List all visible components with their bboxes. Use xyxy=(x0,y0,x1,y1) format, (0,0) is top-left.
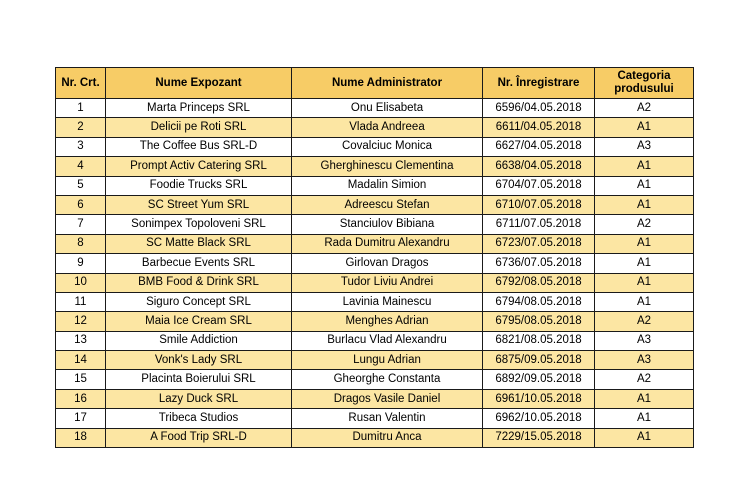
cell-nr-crt: 17 xyxy=(56,409,106,428)
cell-nume-administrator: Rusan Valentin xyxy=(292,409,483,428)
table-row xyxy=(56,389,694,408)
cell-nume-expozant: Tribeca Studios xyxy=(106,409,292,428)
table-row xyxy=(56,370,694,389)
cell-nume-expozant: SC Matte Black SRL xyxy=(106,234,292,253)
cell-nume-administrator: Madalin Simion xyxy=(292,176,483,195)
cell-nr-inregistrare: 6792/08.05.2018 xyxy=(483,273,595,292)
cell-nume-expozant: Maia Ice Cream SRL xyxy=(106,312,292,331)
cell-nr-inregistrare: 6821/08.05.2018 xyxy=(483,331,595,350)
cell-nr-inregistrare: 7229/15.05.2018 xyxy=(483,428,595,447)
cell-categoria: A1 xyxy=(595,176,694,195)
cell-nr-crt: 15 xyxy=(56,370,106,389)
cell-categoria: A2 xyxy=(595,312,694,331)
cell-nr-crt: 14 xyxy=(56,351,106,370)
cell-categoria: A3 xyxy=(595,351,694,370)
cell-nume-expozant: Marta Princeps SRL xyxy=(106,99,292,118)
cell-nume-administrator: Vlada Andreea xyxy=(292,118,483,137)
cell-categoria: A1 xyxy=(595,273,694,292)
cell-nr-inregistrare: 6627/04.05.2018 xyxy=(483,137,595,156)
exhibitors-table xyxy=(55,67,694,448)
cell-categoria: A1 xyxy=(595,234,694,253)
cell-nume-administrator: Gheorghe Constanta xyxy=(292,370,483,389)
cell-nume-administrator: Onu Elisabeta xyxy=(292,99,483,118)
cell-nume-expozant: Delicii pe Roti SRL xyxy=(106,118,292,137)
cell-nume-expozant: Vonk's Lady SRL xyxy=(106,351,292,370)
cell-nr-crt: 1 xyxy=(56,99,106,118)
cell-nume-expozant: Sonimpex Topoloveni SRL xyxy=(106,215,292,234)
header-nume-administrator: Nume Administrator xyxy=(292,68,483,99)
cell-nr-inregistrare: 6875/09.05.2018 xyxy=(483,351,595,370)
cell-nume-administrator: Stanciulov Bibiana xyxy=(292,215,483,234)
cell-categoria: A1 xyxy=(595,409,694,428)
cell-categoria: A1 xyxy=(595,157,694,176)
cell-categoria: A3 xyxy=(595,331,694,350)
cell-nr-crt: 8 xyxy=(56,234,106,253)
header-categoria-produsului: Categoria produsului xyxy=(595,68,694,99)
cell-categoria: A1 xyxy=(595,195,694,214)
header-nume-expozant: Nume Expozant xyxy=(106,68,292,99)
cell-nume-administrator: Lavinia Mainescu xyxy=(292,292,483,311)
cell-nume-expozant: Barbecue Events SRL xyxy=(106,254,292,273)
table-row xyxy=(56,409,694,428)
table-row xyxy=(56,118,694,137)
cell-nume-administrator: Adreescu Stefan xyxy=(292,195,483,214)
table-row xyxy=(56,195,694,214)
cell-nr-inregistrare: 6723/07.05.2018 xyxy=(483,234,595,253)
cell-categoria: A1 xyxy=(595,292,694,311)
cell-nume-expozant: BMB Food & Drink SRL xyxy=(106,273,292,292)
cell-nr-inregistrare: 6638/04.05.2018 xyxy=(483,157,595,176)
cell-nr-crt: 12 xyxy=(56,312,106,331)
cell-nume-administrator: Covalciuc Monica xyxy=(292,137,483,156)
table-row xyxy=(56,273,694,292)
cell-nr-crt: 3 xyxy=(56,137,106,156)
cell-nr-crt: 2 xyxy=(56,118,106,137)
table-row xyxy=(56,137,694,156)
cell-nume-expozant: Siguro Concept SRL xyxy=(106,292,292,311)
table-row xyxy=(56,176,694,195)
cell-nume-expozant: Foodie Trucks SRL xyxy=(106,176,292,195)
table-row xyxy=(56,312,694,331)
cell-nr-inregistrare: 6710/07.05.2018 xyxy=(483,195,595,214)
cell-nr-crt: 10 xyxy=(56,273,106,292)
cell-nr-crt: 9 xyxy=(56,254,106,273)
cell-nr-inregistrare: 6711/07.05.2018 xyxy=(483,215,595,234)
table-body xyxy=(56,99,694,448)
cell-nume-administrator: Dragos Vasile Daniel xyxy=(292,389,483,408)
table-row xyxy=(56,292,694,311)
cell-nr-inregistrare: 6962/10.05.2018 xyxy=(483,409,595,428)
cell-nr-crt: 6 xyxy=(56,195,106,214)
header-row xyxy=(56,68,694,99)
table-row xyxy=(56,99,694,118)
cell-nume-administrator: Lungu Adrian xyxy=(292,351,483,370)
cell-categoria: A2 xyxy=(595,370,694,389)
cell-nume-expozant: Placinta Boierului SRL xyxy=(106,370,292,389)
cell-categoria: A2 xyxy=(595,99,694,118)
cell-nume-administrator: Menghes Adrian xyxy=(292,312,483,331)
cell-nume-expozant: The Coffee Bus SRL-D xyxy=(106,137,292,156)
table-row xyxy=(56,234,694,253)
cell-categoria: A1 xyxy=(595,118,694,137)
cell-nume-administrator: Gherghinescu Clementina xyxy=(292,157,483,176)
cell-nume-administrator: Burlacu Vlad Alexandru xyxy=(292,331,483,350)
table-row xyxy=(56,331,694,350)
cell-nr-crt: 7 xyxy=(56,215,106,234)
table-row xyxy=(56,351,694,370)
cell-nr-inregistrare: 6736/07.05.2018 xyxy=(483,254,595,273)
cell-nume-administrator: Tudor Liviu Andrei xyxy=(292,273,483,292)
table-row xyxy=(56,428,694,447)
cell-nume-expozant: Prompt Activ Catering SRL xyxy=(106,157,292,176)
table-row xyxy=(56,157,694,176)
cell-nr-inregistrare: 6892/09.05.2018 xyxy=(483,370,595,389)
cell-nr-inregistrare: 6795/08.05.2018 xyxy=(483,312,595,331)
cell-categoria: A1 xyxy=(595,254,694,273)
cell-categoria: A2 xyxy=(595,215,694,234)
cell-nr-crt: 4 xyxy=(56,157,106,176)
cell-nume-administrator: Girlovan Dragos xyxy=(292,254,483,273)
cell-nume-expozant: Lazy Duck SRL xyxy=(106,389,292,408)
header-nr-crt: Nr. Crt. xyxy=(56,68,106,99)
cell-nume-administrator: Dumitru Anca xyxy=(292,428,483,447)
cell-nr-crt: 16 xyxy=(56,389,106,408)
cell-nr-inregistrare: 6611/04.05.2018 xyxy=(483,118,595,137)
cell-nr-crt: 13 xyxy=(56,331,106,350)
cell-nr-inregistrare: 6704/07.05.2018 xyxy=(483,176,595,195)
cell-nr-inregistrare: 6961/10.05.2018 xyxy=(483,389,595,408)
cell-categoria: A1 xyxy=(595,389,694,408)
cell-nr-crt: 11 xyxy=(56,292,106,311)
cell-nume-expozant: Smile Addiction xyxy=(106,331,292,350)
table-row xyxy=(56,215,694,234)
cell-nr-inregistrare: 6794/08.05.2018 xyxy=(483,292,595,311)
table-row xyxy=(56,254,694,273)
cell-nr-inregistrare: 6596/04.05.2018 xyxy=(483,99,595,118)
cell-nume-expozant: SC Street Yum SRL xyxy=(106,195,292,214)
cell-nume-administrator: Rada Dumitru Alexandru xyxy=(292,234,483,253)
cell-nr-crt: 18 xyxy=(56,428,106,447)
header-nr-inregistrare: Nr. Înregistrare xyxy=(483,68,595,99)
cell-nr-crt: 5 xyxy=(56,176,106,195)
cell-nume-expozant: A Food Trip SRL-D xyxy=(106,428,292,447)
cell-categoria: A3 xyxy=(595,137,694,156)
cell-categoria: A1 xyxy=(595,428,694,447)
